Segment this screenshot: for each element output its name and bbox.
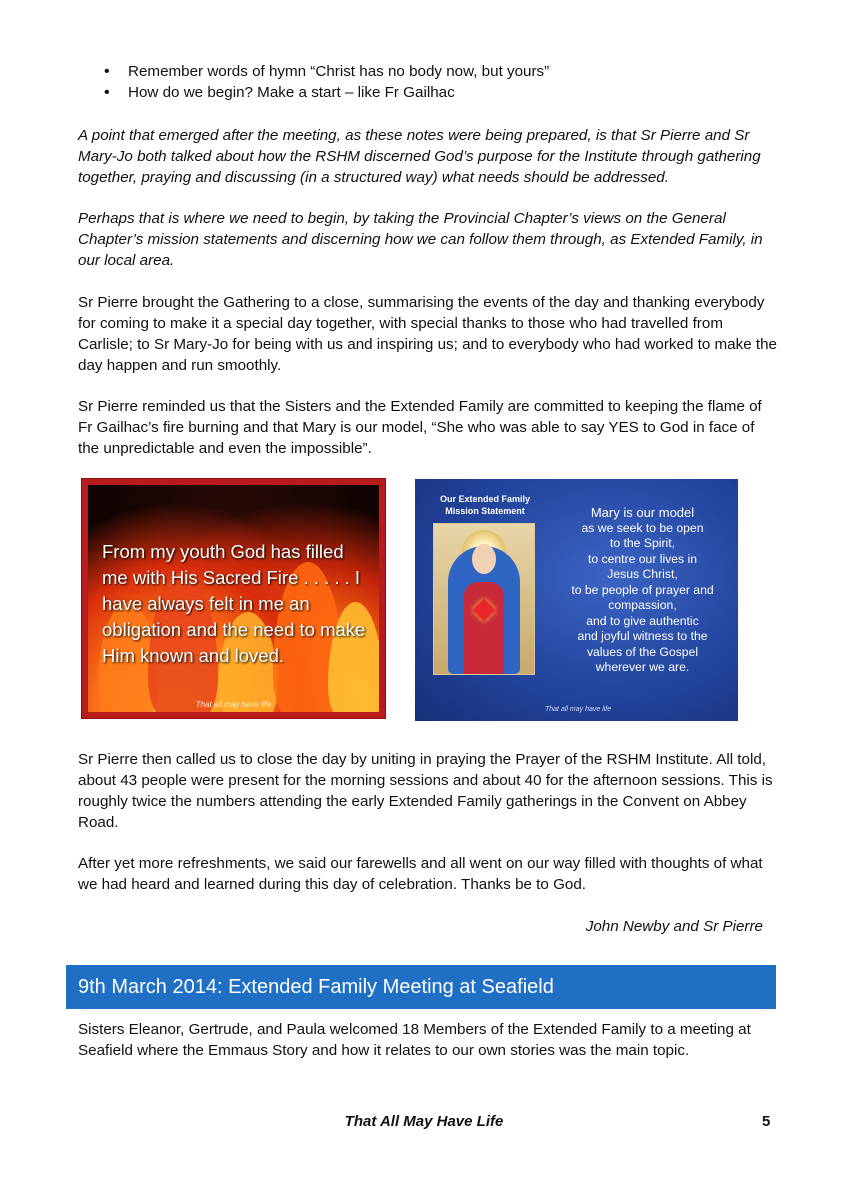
image-caption: That all may have life <box>545 706 612 713</box>
italic-paragraph: Perhaps that is where we need to begin, by taking the Provincial Chapter’s views on the General Chapter’s mission statements and discerning how we can follow them through, as Extended Family, in our local area. <box>78 210 763 269</box>
page-number: 5 <box>762 1113 771 1130</box>
italic-paragraph: A point that emerged after the meeting, as these notes were being prepared, is that Sr Pierre and Sr Mary-Jo both talked about how the RSHM discerned God’s purpose for the Institute through gathering together, praying and discussing (in a structured way) what needs should be addressed. <box>78 127 761 186</box>
section-header: 9th March 2014: Extended Family Meeting at Seafield <box>66 965 776 1009</box>
body-paragraph: Sr Pierre reminded us that the Sisters and the Extended Family are committed to keeping the flame of Fr Gailhac’s fire burning and that Mary is our model, “She who was able to say YES to God in face of the unpredictable and even the impossible”. <box>78 398 762 457</box>
body-paragraph: Sr Pierre brought the Gathering to a close, summarising the events of the day and thanking everybody for coming to make it a special day together, with special thanks to those who had travelled from Carlisle; to Sr Mary-Jo for being with us and inspiring us; and to everybody who had worked to make the day happen and run smoothly. <box>78 294 777 374</box>
body-paragraph: After yet more refreshments, we said our farewells and all went on our way filled with thoughts of what we had heard and learned during this day of celebration. Thanks be to God. <box>78 855 763 893</box>
signature: John Newby and Sr Pierre <box>585 918 763 935</box>
mission-statement-title: Our Extended Family Mission Statement <box>439 494 531 516</box>
bullet-list <box>78 61 778 103</box>
bullet-item: • Remember words of hymn “Christ has no body now, but yours” <box>78 61 778 82</box>
face-shape <box>472 544 496 574</box>
mary-picture <box>433 523 535 675</box>
sacred-fire-quote: From my youth God has filled me with His Sacred Fire . . . . . I have always felt in me an obligation and the need to make Him known and loved. <box>102 541 366 666</box>
body-paragraph: Sr Pierre then called us to close the day by uniting in praying the Prayer of the RSHM Institute. All told, about 43 people were present for the morning sessions and about 40 for the afternoon sessions. This is roughly twice the numbers attending the early Extended Family gatherings in the Convent on Abbey Road. <box>78 751 773 831</box>
bullet-item: • How do we begin? Make a start – like Fr Gailhac <box>78 82 778 103</box>
sacred-fire-quote-image <box>81 478 386 719</box>
mission-statement-image <box>415 479 738 721</box>
section-paragraph: Sisters Eleanor, Gertrude, and Paula welcomed 18 Members of the Extended Family to a meeting at Seafield where the Emmaus Story and how it relates to our own stories was the main topic. <box>78 1021 751 1059</box>
mission-statement-text: Mary is our model as we seek to be open to the Spirit, to centre our lives in Jesus Christ, to be people of prayer and compassion, and to give authentic and joyful witness to the values of the Gospel wherever we are. <box>571 505 714 674</box>
fire-background <box>88 485 379 712</box>
robe-shape <box>464 582 504 674</box>
image-caption: That all may have life <box>195 700 272 709</box>
footer-title: That All May Have Life <box>344 1113 504 1130</box>
